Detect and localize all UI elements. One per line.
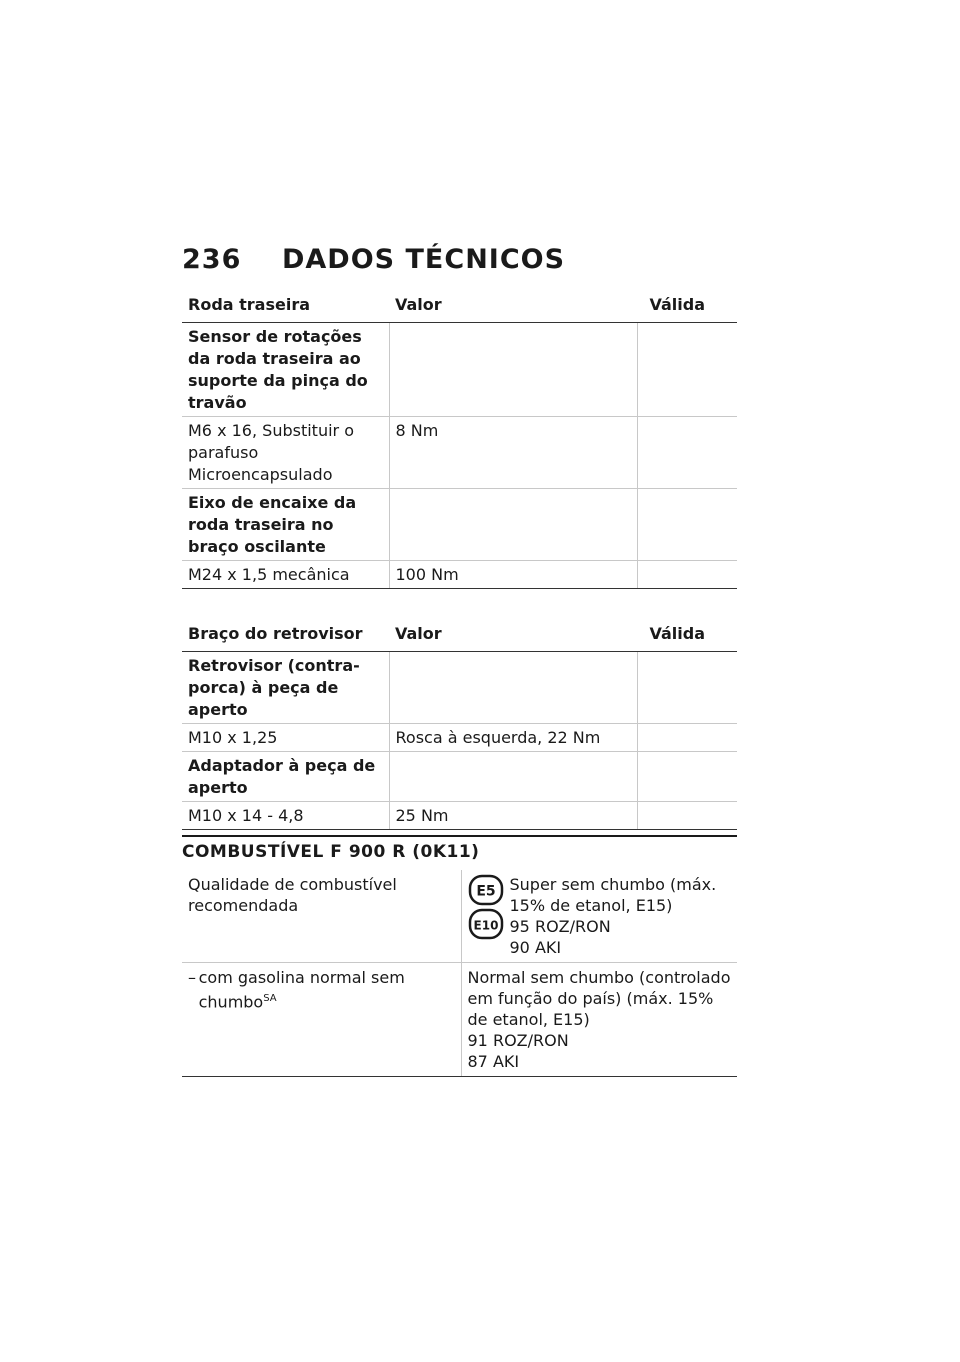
table-row bbox=[182, 561, 737, 589]
fuel-label-cell bbox=[182, 963, 461, 1077]
table-header-row bbox=[182, 288, 737, 323]
fuel-octane-ron: 91 ROZ/RON bbox=[467, 1031, 569, 1050]
section-title: COMBUSTÍVEL F 900 R (0K11) bbox=[182, 842, 480, 862]
chapter-title: DADOS TÉCNICOS bbox=[282, 244, 566, 275]
row-value: Rosca à esquerda, 22 Nm bbox=[389, 724, 637, 752]
fuel-octane-aki: 87 AKI bbox=[467, 1052, 520, 1071]
column-header-valid: Válida bbox=[637, 617, 737, 652]
table-header-row bbox=[182, 617, 737, 652]
table-row bbox=[182, 963, 737, 1077]
row-name: M10 x 1,25 bbox=[182, 724, 389, 752]
row-value bbox=[389, 323, 637, 417]
table-row bbox=[182, 724, 737, 752]
e5-fuel-icon bbox=[468, 874, 504, 906]
row-valid bbox=[637, 489, 737, 561]
row-value bbox=[389, 652, 637, 724]
table-row bbox=[182, 870, 737, 963]
row-name: Adaptador à peça de aperto bbox=[182, 752, 389, 802]
row-valid bbox=[637, 724, 737, 752]
mirror-arm-torque-table bbox=[182, 617, 737, 830]
row-value bbox=[389, 489, 637, 561]
row-valid bbox=[637, 323, 737, 417]
fuel-label: com gasolina normal sem chumbo bbox=[198, 968, 405, 1012]
fuel-octane-ron: 95 ROZ/RON bbox=[509, 917, 611, 936]
rear-wheel-torque-table bbox=[182, 288, 737, 589]
section-divider bbox=[182, 835, 737, 837]
column-header-valid: Válida bbox=[637, 288, 737, 323]
table-row bbox=[182, 802, 737, 830]
row-name: M6 x 16, Substituir o parafuso Microencapsulado bbox=[182, 417, 389, 489]
row-name: M10 x 14 - 4,8 bbox=[182, 802, 389, 830]
table-row bbox=[182, 752, 737, 802]
row-name: Retrovisor (contra-porca) à peça de aperto bbox=[182, 652, 389, 724]
row-value bbox=[389, 752, 637, 802]
row-name: Eixo de encaixe da roda traseira no braço oscilante bbox=[182, 489, 389, 561]
fuel-table bbox=[182, 870, 737, 1077]
row-value: 100 Nm bbox=[389, 561, 637, 589]
row-valid bbox=[637, 752, 737, 802]
fuel-value-cell bbox=[461, 870, 737, 963]
svg-text:E10: E10 bbox=[473, 918, 498, 933]
row-name: Sensor de rotações da roda traseira ao suporte da pinça do travão bbox=[182, 323, 389, 417]
fuel-grade: Normal sem chumbo (controlado em função do país) (máx. 15% de etanol, E15) bbox=[467, 968, 731, 1029]
row-valid bbox=[637, 417, 737, 489]
row-value: 25 Nm bbox=[389, 802, 637, 830]
page-header bbox=[182, 244, 742, 284]
column-header-value: Valor bbox=[389, 288, 637, 323]
row-valid bbox=[637, 561, 737, 589]
table-row bbox=[182, 417, 737, 489]
row-valid bbox=[637, 652, 737, 724]
table-row bbox=[182, 323, 737, 417]
table-row bbox=[182, 489, 737, 561]
table-row bbox=[182, 652, 737, 724]
svg-text:E5: E5 bbox=[475, 883, 496, 900]
column-header-value: Valor bbox=[389, 617, 637, 652]
list-dash: – bbox=[188, 968, 196, 987]
fuel-value-cell bbox=[461, 963, 737, 1077]
fuel-octane-aki: 90 AKI bbox=[509, 938, 562, 957]
column-header-name: Roda traseira bbox=[182, 288, 389, 323]
fuel-label: Qualidade de combustível recomendada bbox=[182, 870, 461, 963]
row-name: M24 x 1,5 mecânica bbox=[182, 561, 389, 589]
row-value: 8 Nm bbox=[389, 417, 637, 489]
optional-equipment-mark: SA bbox=[263, 993, 277, 1004]
page-number: 236 bbox=[182, 244, 242, 275]
column-header-name: Braço do retrovisor bbox=[182, 617, 389, 652]
row-valid bbox=[637, 802, 737, 830]
e10-fuel-icon bbox=[468, 908, 504, 940]
fuel-grade: Super sem chumbo (máx. 15% de etanol, E15) bbox=[509, 875, 717, 915]
